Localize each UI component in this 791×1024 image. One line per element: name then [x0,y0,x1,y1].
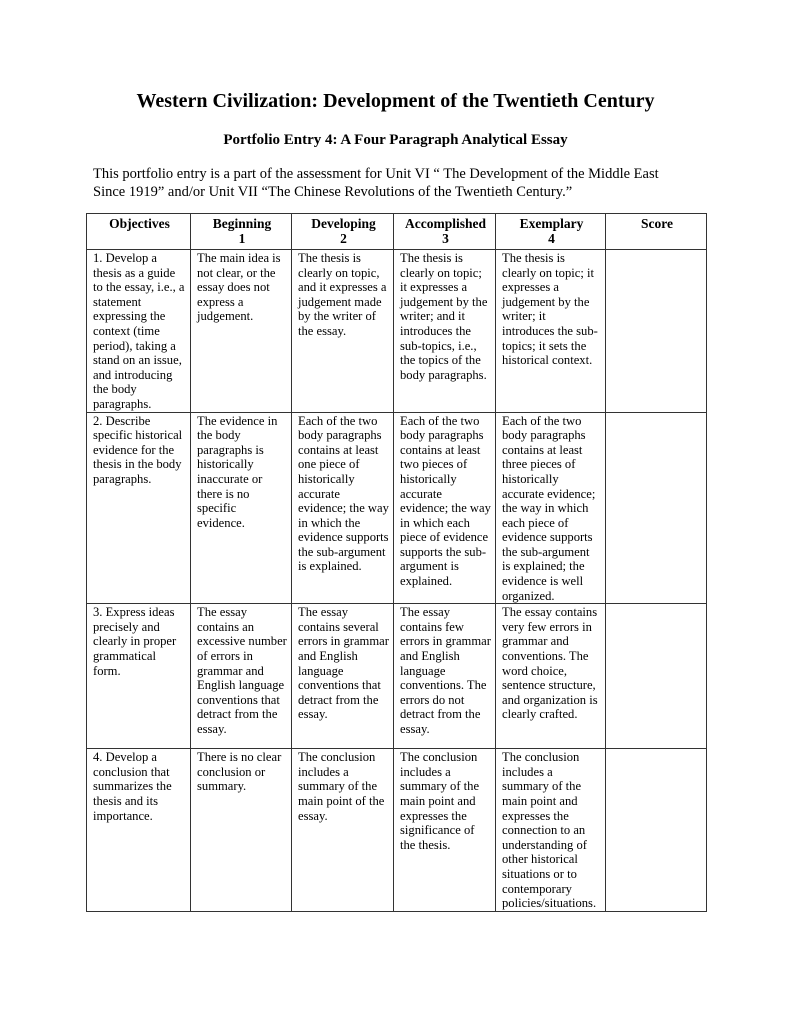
column-header-level: 4 [548,230,555,246]
column-header-beginning [191,214,292,250]
column-header-level: 3 [442,230,449,246]
column-header-level: 1 [238,230,246,246]
column-header-label: Score [641,216,673,231]
table-row [87,604,707,749]
column-header-label: Beginning [212,216,272,231]
column-header-exemplary [496,214,606,250]
beginning-cell: The main idea is not clear, or the essay does not express a judgement. [191,250,292,413]
table-row [87,749,707,912]
document-title: Western Civilization: Development of the Twentieth Century [136,90,655,112]
score-cell[interactable] [606,604,707,749]
exemplary-cell: The thesis is clearly on topic; it expresses a judgement by the writer; it introduces the sub-topics; it sets the historical context. [496,250,606,413]
column-header-score [606,214,707,250]
accomplished-cell: Each of the two body paragraphs contains at least two pieces of historically accurate evidence; the way in which each piece of evidence supports the sub-argument is explained. [394,412,496,604]
document-subtitle: Portfolio Entry 4: A Four Paragraph Analytical Essay [223,132,568,148]
beginning-cell: The evidence in the body paragraphs is historically inaccurate or there is no specific evidence. [191,412,292,604]
beginning-cell: The essay contains an excessive number of errors in grammar and English language conventions that detract from the essay. [191,604,292,749]
score-cell[interactable] [606,749,707,912]
table-row [87,250,707,413]
score-cell[interactable] [606,250,707,413]
rubric-table [86,213,707,912]
column-header-developing [292,214,394,250]
developing-cell: The conclusion includes a summary of the main point of the essay. [292,749,394,912]
exemplary-cell: The conclusion includes a summary of the main point and expresses the connection to an understanding of other historical situations or to contemporary policies/situations. [496,749,606,912]
developing-cell: The thesis is clearly on topic, and it expresses a judgement made by the writer of the essay. [292,250,394,413]
objective-cell: 4. Develop a conclusion that summarizes the thesis and its importance. [87,749,191,912]
accomplished-cell: The thesis is clearly on topic; it expresses a judgement by the writer; and it introduces the sub-topics, i.e., the topics of the body paragraphs. [394,250,496,413]
developing-cell: The essay contains several errors in grammar and English language conventions that detract from the essay. [292,604,394,749]
column-header-label: Exemplary [519,216,584,231]
objective-cell: 3. Express ideas precisely and clearly in proper grammatical form. [87,604,191,749]
header-row [87,214,707,250]
table-row [87,412,707,604]
column-header-label: Developing [311,216,376,231]
score-cell[interactable] [606,412,707,604]
column-header-accomplished [394,214,496,250]
exemplary-cell: The essay contains very few errors in grammar and conventions. The word choice, sentence structure, and organization is clearly crafted. [496,604,606,749]
column-header-objective [87,214,191,250]
column-header-level: 2 [340,230,347,246]
developing-cell: Each of the two body paragraphs contains at least one piece of historically accurate evidence; the way in which the evidence supports the sub-argument is explained. [292,412,394,604]
accomplished-cell: The essay contains few errors in grammar and English language conventions. The errors do not detract from the essay. [394,604,496,749]
accomplished-cell: The conclusion includes a summary of the main point and expresses the significance of the thesis. [394,749,496,912]
objective-cell: 1. Develop a thesis as a guide to the essay, i.e., a statement expressing the context (time period), taking a stand on an issue, and introducing the body paragraphs. [87,250,191,413]
column-header-label: Objectives [109,216,170,231]
intro-paragraph: This portfolio entry is a part of the assessment for Unit VI “ The Development of the Middle East Since 1919” and/or Unit VII “The Chinese Revolutions of the Twentieth Century.” [93,166,659,200]
column-header-label: Accomplished [405,216,486,231]
objective-cell: 2. Describe specific historical evidence for the thesis in the body paragraphs. [87,412,191,604]
beginning-cell: There is no clear conclusion or summary. [191,749,292,912]
exemplary-cell: Each of the two body paragraphs contains at least three pieces of historically accurate evidence; the way in which each piece of evidence supports the sub-argument is explained; the evidence is well organized. [496,412,606,604]
